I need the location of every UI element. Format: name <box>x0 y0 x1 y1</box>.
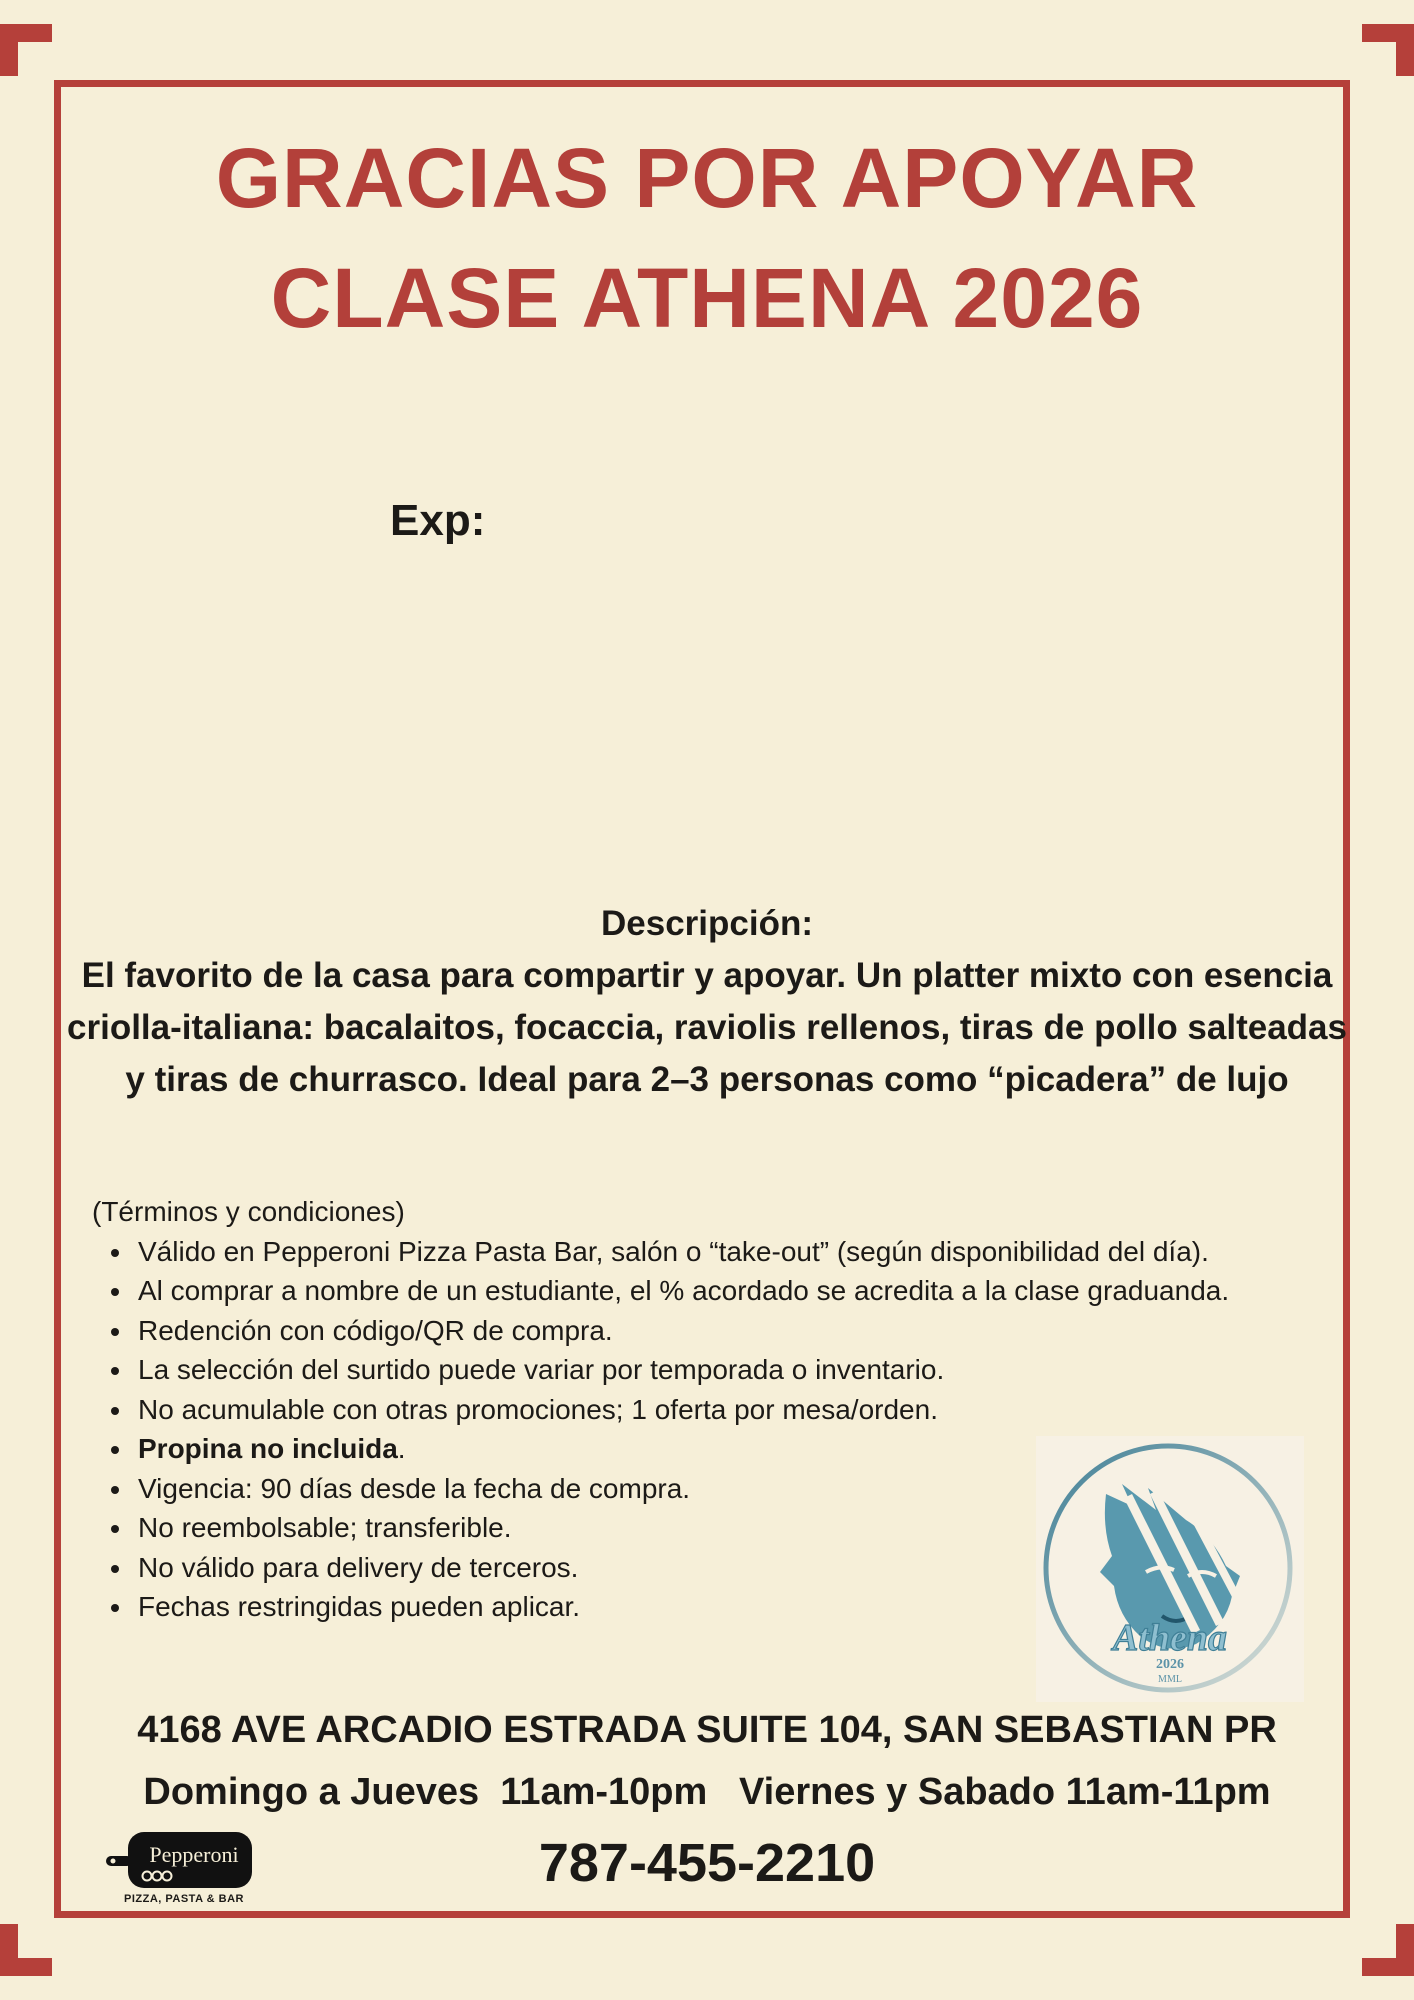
list-item: • Fechas restringidas pueden aplicar. <box>134 1587 1352 1627</box>
pepperoni-tagline: PIZZA, PASTA & BAR <box>123 1893 244 1905</box>
pepperoni-logo-name: Pepperoni <box>149 1842 239 1867</box>
description-body: El favorito de la casa para compartir y apoyar. Un platter mixto con esencia criolla-italiana: bacalaitos, focaccia, raviolis rellenos, tiras de pollo salteadas y tiras de churrasco. Ideal para 2–3 personas como “picadera” de lujo <box>67 956 1347 1099</box>
list-item: • No reembolsable; transferible. <box>134 1508 1352 1548</box>
corner-ornament-top-left <box>0 24 52 76</box>
description-block <box>60 898 1354 1106</box>
athena-tiger-icon <box>1036 1436 1304 1702</box>
corner-ornament-top-right <box>1362 24 1414 76</box>
athena-logo-initials: MML <box>1158 1674 1182 1685</box>
phone-number: 787-455-2210 <box>538 1833 876 1893</box>
list-item: • Vigencia: 90 días desde la fecha de compra. <box>134 1469 1352 1509</box>
athena-logo-year: 2026 <box>1156 1657 1184 1672</box>
list-item: • Al comprar a nombre de un estudiante, el % acordado se acredita a la clase graduanda. <box>134 1271 1352 1311</box>
expiration-label: Exp: <box>390 496 486 545</box>
list-item: • Válido en Pepperoni Pizza Pasta Bar, salón o “take-out” (según disponibilidad del día). <box>134 1232 1352 1272</box>
hours-line: Domingo a Jueves 11am-10pm Viernes y Sabado 11am-11pm <box>143 1771 1271 1813</box>
description-heading: Descripción: <box>601 904 813 943</box>
terms-heading: (Términos y condiciones) <box>92 1196 405 1227</box>
address-line: 4168 AVE ARCADIO ESTRADA SUITE 104, SAN SEBASTIAN PR <box>137 1709 1277 1751</box>
list-item: • No válido para delivery de terceros. <box>134 1548 1352 1588</box>
pizza-paddle-icon <box>104 1826 264 1892</box>
title-line-1: GRACIAS POR APOYAR <box>215 131 1199 225</box>
list-item: • La selección del surtido puede variar por temporada o inventario. <box>134 1350 1352 1390</box>
title-line-2: CLASE ATHENA 2026 <box>270 251 1144 345</box>
athena-logo <box>1036 1436 1304 1702</box>
corner-ornament-bottom-right <box>1362 1924 1414 1976</box>
list-item: • Propina no incluida. <box>134 1429 1352 1469</box>
corner-ornament-bottom-left <box>0 1924 52 1976</box>
list-item: • Redención con código/QR de compra. <box>134 1311 1352 1351</box>
list-item: • No acumulable con otras promociones; 1 oferta por mesa/orden. <box>134 1390 1352 1430</box>
athena-logo-name: Athena <box>1112 1617 1228 1659</box>
